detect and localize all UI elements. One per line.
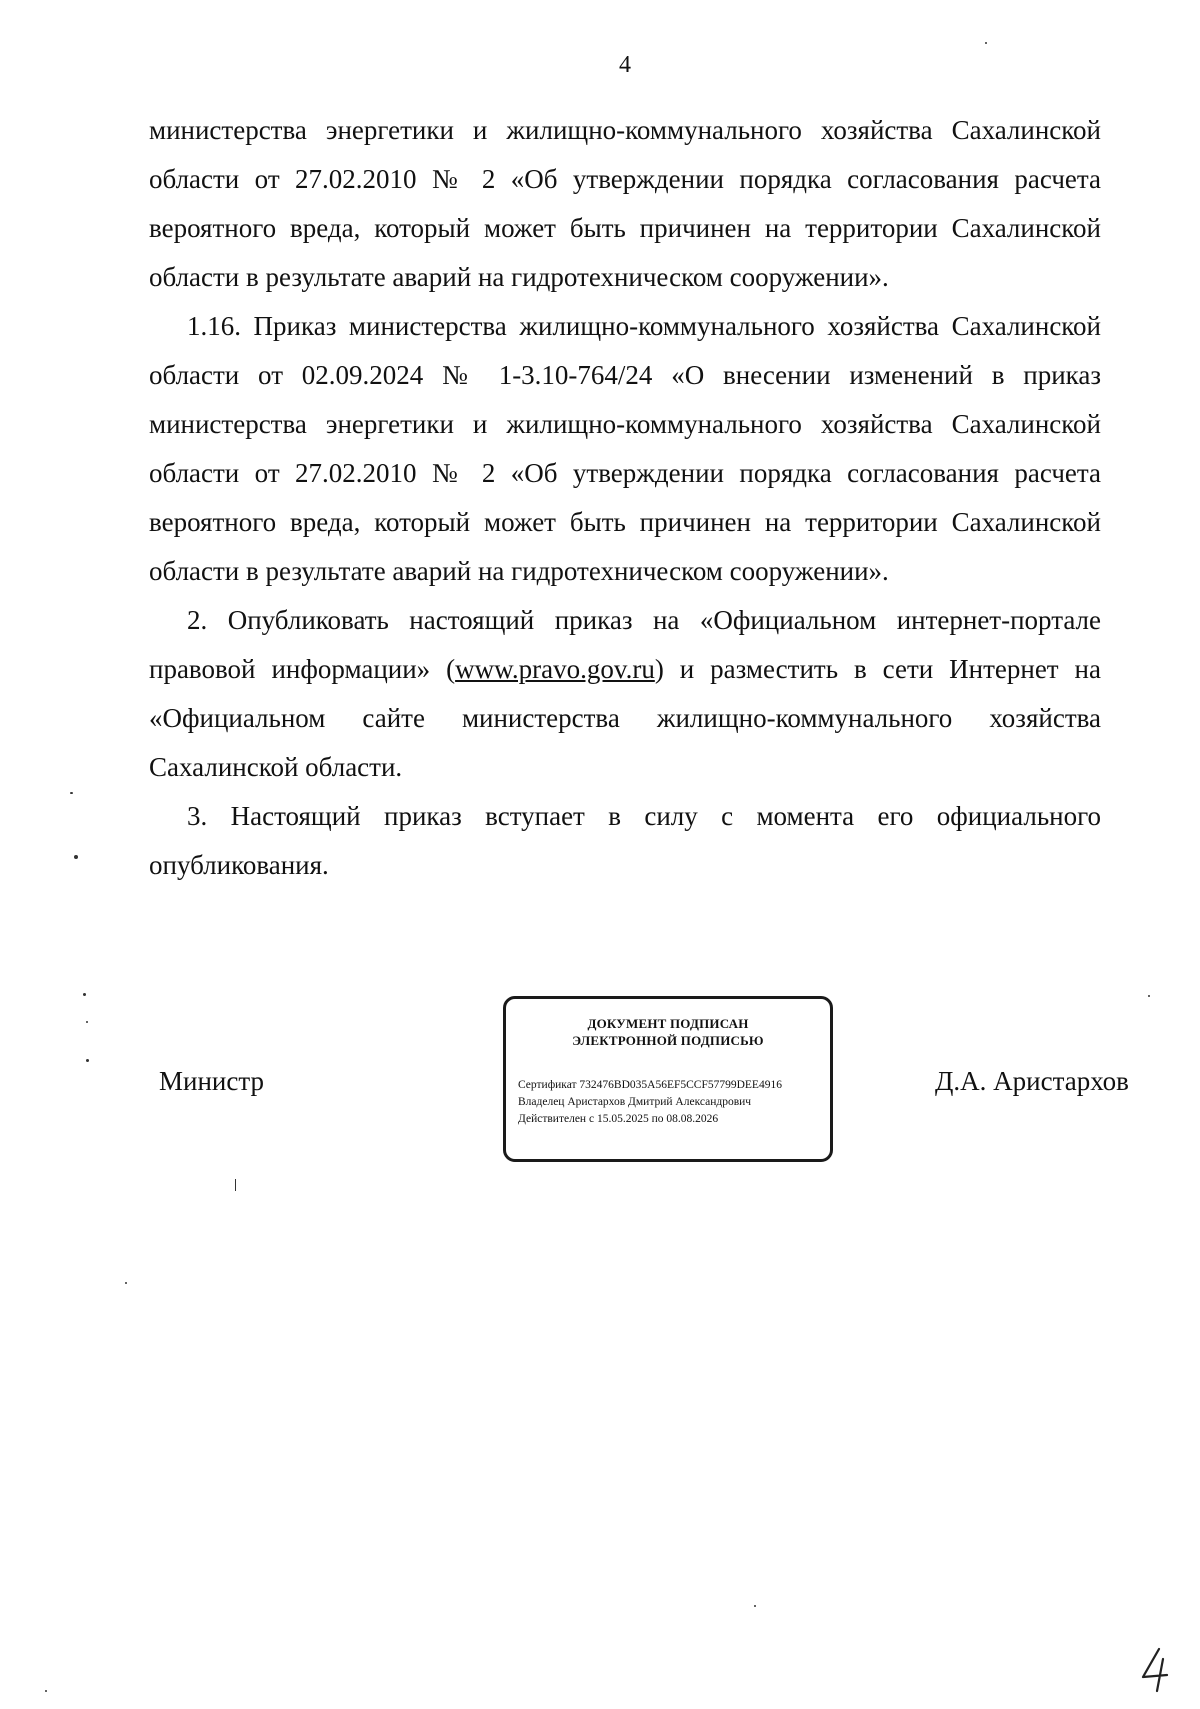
- scan-speck: [74, 855, 78, 859]
- scan-speck: [125, 1282, 127, 1284]
- scan-speck: [45, 1690, 47, 1692]
- paragraph-2-text-start: 2. Опубликовать настоящий приказ на «Официальном интернет-портале правовой информации» (: [149, 605, 1101, 684]
- paragraph-2-text-end: ) и разместить в сети Интернет на «Официальном сайте министерства жилищно-коммунального хозяйства Сахалинской области.: [149, 654, 1101, 782]
- scan-speck: [754, 1605, 756, 1607]
- paragraph-1-16: 1.16. Приказ министерства жилищно-коммунального хозяйства Сахалинской области от 02.09.2024 № 1-3.10-764/24 «О внесении изменений в приказ министерства энергетики и жилищно-коммунального хозяйства Сахалинской области от 27.02.2010 № 2 «Об утверждении порядка согласования расчета вероятного вреда, который может быть причинен на территории Сахалинской области в результате аварий на гидротехническом сооружении».: [149, 311, 1101, 586]
- stamp-heading-line-2: ЭЛЕКТРОННОЙ ПОДПИСЬЮ: [572, 1033, 764, 1048]
- stamp-details: [506, 1077, 830, 1128]
- stamp-heading-line-1: ДОКУМЕНТ ПОДПИСАН: [587, 1016, 749, 1031]
- scan-speck: [83, 993, 86, 996]
- paragraph-3: 3. Настоящий приказ вступает в силу с момента его официального опубликования.: [149, 801, 1101, 880]
- scan-speck: [86, 1021, 88, 1023]
- scan-speck: [235, 1179, 236, 1191]
- scan-speck: [1148, 995, 1150, 997]
- electronic-signature-stamp: [503, 996, 833, 1162]
- paragraph-2: [149, 596, 1101, 792]
- signatory-title: Министр: [159, 1066, 264, 1096]
- scan-speck: [985, 42, 987, 44]
- document-body: [149, 106, 1101, 890]
- stamp-owner: Владелец Аристархов Дмитрий Александрович: [518, 1096, 752, 1108]
- pravo-gov-link[interactable]: www.pravo.gov.ru: [455, 654, 655, 684]
- paragraph-continuation: министерства энергетики и жилищно-коммунального хозяйства Сахалинской области от 27.02.2010 № 2 «Об утверждении порядка согласования расчета вероятного вреда, который может быть причинен на территории Сахалинской области в результате аварий на гидротехническом сооружении».: [149, 115, 1101, 292]
- page-number: 4: [619, 52, 631, 78]
- handwritten-page-number: [1135, 1645, 1175, 1695]
- stamp-validity: Действителен с 15.05.2025 по 08.08.2026: [518, 1113, 719, 1125]
- stamp-heading: [506, 1015, 830, 1049]
- stamp-certificate: Сертификат 732476BD035A56EF5CCF57799DEE4916: [518, 1079, 782, 1091]
- scan-speck: [86, 1059, 89, 1062]
- scan-speck: [70, 792, 73, 794]
- signatory-name: Д.А. Аристархов: [935, 1066, 1129, 1096]
